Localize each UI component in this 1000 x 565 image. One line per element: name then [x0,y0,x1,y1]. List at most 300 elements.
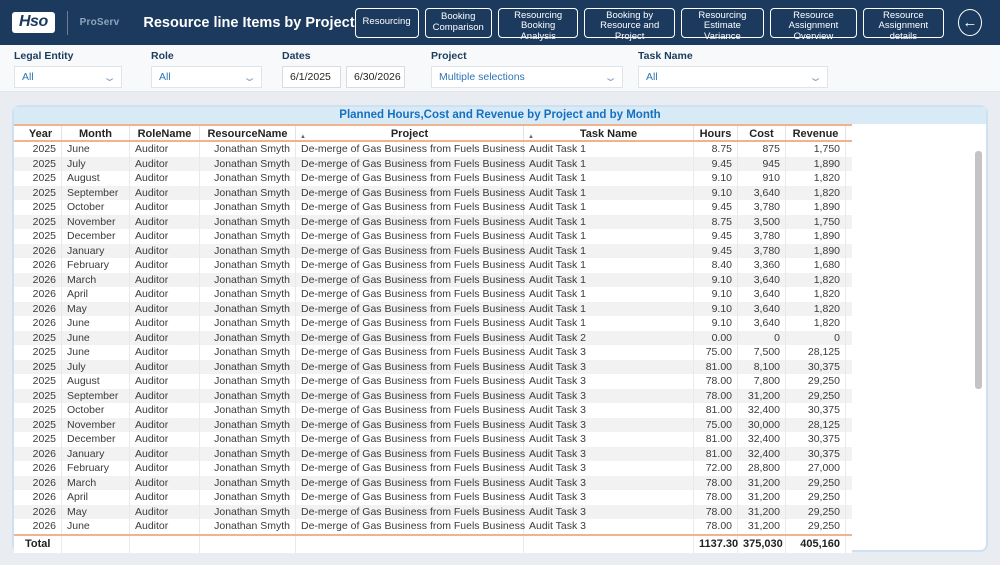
cell-task: Audit Task 3 [524,389,694,404]
column-header-resource[interactable] [200,126,296,140]
cell-role: Auditor [130,403,200,418]
column-header-label: Revenue [792,128,839,140]
table-row[interactable] [14,418,852,433]
cell-task: Audit Task 1 [524,302,694,317]
cell-month: June [62,331,130,346]
cell-resource: Jonathan Smyth [200,345,296,360]
cell-month: September [62,389,130,404]
column-header-label: RoleName [137,128,192,140]
date-end-input[interactable]: 6/30/2026 [346,66,405,88]
cell-revenue: 27,000 [786,461,846,476]
nav-button[interactable]: Resource Assignment details [863,8,944,38]
cell-cost: 3,640 [738,302,786,317]
cell-hours: 9.45 [694,157,738,172]
cell-task: Audit Task 1 [524,142,694,157]
cell-year: 2025 [20,374,62,389]
cell-cost: 7,500 [738,345,786,360]
cell-task: Audit Task 3 [524,447,694,462]
cell-month: June [62,519,130,534]
cell-hours: 81.00 [694,447,738,462]
total-task [524,536,694,553]
cell-revenue: 30,375 [786,432,846,447]
cell-revenue: 29,250 [786,374,846,389]
cell-month: September [62,186,130,201]
cell-project: De-merge of Gas Business from Fuels Business [296,316,524,331]
cell-role: Auditor [130,302,200,317]
cell-revenue: 1,890 [786,157,846,172]
cell-project: De-merge of Gas Business from Fuels Business [296,331,524,346]
cell-revenue: 1,890 [786,200,846,215]
cell-hours: 9.45 [694,244,738,259]
table-row[interactable] [14,461,852,476]
column-header-label: Year [28,128,53,140]
column-header-hours[interactable] [694,126,738,140]
cell-role: Auditor [130,505,200,520]
cell-revenue: 1,820 [786,287,846,302]
cell-year: 2026 [20,505,62,520]
date-start-input[interactable]: 6/1/2025 [282,66,341,88]
column-header-label: ResourceName [207,128,288,140]
cell-month: June [62,142,130,157]
cell-cost: 31,200 [738,519,786,534]
cell-project: De-merge of Gas Business from Fuels Business [296,403,524,418]
column-header-role[interactable] [130,126,200,140]
cell-month: August [62,171,130,186]
cell-cost: 28,800 [738,461,786,476]
cell-role: Auditor [130,345,200,360]
cell-revenue: 1,820 [786,186,846,201]
cell-year: 2026 [20,519,62,534]
cell-project: De-merge of Gas Business from Fuels Business [296,200,524,215]
cell-resource: Jonathan Smyth [200,302,296,317]
cell-task: Audit Task 3 [524,345,694,360]
cell-month: December [62,432,130,447]
cell-role: Auditor [130,157,200,172]
cell-cost: 8,100 [738,360,786,375]
cell-task: Audit Task 1 [524,200,694,215]
task-name-value: All [646,71,658,83]
cell-cost: 3,360 [738,258,786,273]
cell-hours: 75.00 [694,345,738,360]
cell-month: March [62,273,130,288]
cell-revenue: 29,250 [786,519,846,534]
cell-project: De-merge of Gas Business from Fuels Business [296,142,524,157]
cell-resource: Jonathan Smyth [200,461,296,476]
table-row[interactable] [14,403,852,418]
cell-year: 2025 [20,142,62,157]
cell-resource: Jonathan Smyth [200,490,296,505]
cell-year: 2026 [20,244,62,259]
cell-month: April [62,490,130,505]
table-row[interactable] [14,331,852,346]
cell-resource: Jonathan Smyth [200,476,296,491]
cell-project: De-merge of Gas Business from Fuels Business [296,374,524,389]
cell-cost: 3,640 [738,316,786,331]
cell-role: Auditor [130,389,200,404]
cell-cost: 32,400 [738,403,786,418]
cell-month: May [62,505,130,520]
table-row[interactable] [14,519,852,534]
cell-month: December [62,229,130,244]
cell-cost: 945 [738,157,786,172]
vertical-scrollbar[interactable] [975,151,982,389]
cell-resource: Jonathan Smyth [200,432,296,447]
cell-hours: 78.00 [694,389,738,404]
brand-divider [67,11,68,35]
legal-entity-label: Legal Entity [14,50,74,62]
cell-revenue: 30,375 [786,447,846,462]
cell-resource: Jonathan Smyth [200,229,296,244]
chevron-down-icon: ⌄ [102,71,117,84]
cell-cost: 3,640 [738,273,786,288]
cell-resource: Jonathan Smyth [200,331,296,346]
cell-project: De-merge of Gas Business from Fuels Business [296,461,524,476]
cell-task: Audit Task 1 [524,316,694,331]
table-row[interactable] [14,215,852,230]
app-header [0,0,1000,45]
cell-year: 2026 [20,258,62,273]
cell-resource: Jonathan Smyth [200,287,296,302]
cell-hours: 78.00 [694,490,738,505]
table-row[interactable] [14,171,852,186]
table-row[interactable] [14,374,852,389]
cell-revenue: 29,250 [786,476,846,491]
table-row[interactable] [14,142,852,157]
cell-year: 2025 [20,215,62,230]
cell-revenue: 1,890 [786,244,846,259]
cell-cost: 875 [738,142,786,157]
cell-resource: Jonathan Smyth [200,171,296,186]
cell-role: Auditor [130,244,200,259]
cell-month: July [62,360,130,375]
cell-role: Auditor [130,258,200,273]
cell-project: De-merge of Gas Business from Fuels Business [296,476,524,491]
cell-year: 2025 [20,360,62,375]
chevron-down-icon: ⌄ [808,71,823,84]
legal-entity-value: All [22,71,34,83]
cell-project: De-merge of Gas Business from Fuels Business [296,171,524,186]
table-total-row [14,534,852,553]
cell-cost: 910 [738,171,786,186]
total-cost: 375,030 [738,536,786,553]
total-hours: 1137.30 [694,536,738,553]
cell-role: Auditor [130,273,200,288]
task-name-dropdown[interactable] [638,66,828,88]
cell-hours: 9.45 [694,200,738,215]
column-header-year[interactable] [20,126,62,140]
cell-resource: Jonathan Smyth [200,186,296,201]
cell-year: 2026 [20,490,62,505]
cell-resource: Jonathan Smyth [200,316,296,331]
cell-hours: 8.75 [694,215,738,230]
cell-revenue: 30,375 [786,403,846,418]
cell-resource: Jonathan Smyth [200,519,296,534]
table-header-row [14,124,852,142]
project-value: Multiple selections [439,71,525,83]
cell-month: November [62,418,130,433]
nav-button[interactable]: Resourcing Booking Analysis [498,8,579,38]
cell-hours: 78.00 [694,519,738,534]
table-row[interactable] [14,432,852,447]
cell-cost: 30,000 [738,418,786,433]
cell-role: Auditor [130,215,200,230]
table-row[interactable] [14,360,852,375]
total-revenue: 405,160 [786,536,846,553]
cell-year: 2026 [20,447,62,462]
cell-role: Auditor [130,287,200,302]
sort-ascending-icon: ▲ [300,134,306,140]
cell-hours: 0.00 [694,331,738,346]
cell-task: Audit Task 3 [524,476,694,491]
cell-task: Audit Task 3 [524,461,694,476]
cell-hours: 81.00 [694,403,738,418]
cell-task: Audit Task 1 [524,258,694,273]
cell-year: 2026 [20,476,62,491]
cell-resource: Jonathan Smyth [200,360,296,375]
cell-task: Audit Task 3 [524,374,694,389]
total-label: Total [20,536,62,553]
table-row[interactable] [14,389,852,404]
task-name-label: Task Name [638,50,693,62]
cell-project: De-merge of Gas Business from Fuels Business [296,490,524,505]
cell-role: Auditor [130,418,200,433]
cell-hours: 78.00 [694,374,738,389]
cell-project: De-merge of Gas Business from Fuels Business [296,447,524,462]
cell-cost: 31,200 [738,505,786,520]
cell-revenue: 29,250 [786,490,846,505]
cell-project: De-merge of Gas Business from Fuels Business [296,229,524,244]
cell-project: De-merge of Gas Business from Fuels Business [296,258,524,273]
column-header-label: Project [390,128,429,140]
table-title: Planned Hours,Cost and Revenue by Project and by Month [14,107,986,124]
cell-project: De-merge of Gas Business from Fuels Business [296,418,524,433]
cell-resource: Jonathan Smyth [200,447,296,462]
project-label: Project [431,50,467,62]
cell-hours: 8.40 [694,258,738,273]
cell-cost: 3,640 [738,186,786,201]
column-header-project[interactable] [296,126,524,140]
cell-resource: Jonathan Smyth [200,273,296,288]
cell-year: 2026 [20,302,62,317]
filter-bar [0,45,1000,92]
cell-project: De-merge of Gas Business from Fuels Business [296,389,524,404]
table-visual [12,105,988,552]
column-header-task[interactable] [524,126,694,140]
cell-task: Audit Task 3 [524,490,694,505]
nav-button[interactable]: Resource Assignment Overview [770,8,857,38]
dates-label: Dates [282,50,311,62]
cell-year: 2026 [20,316,62,331]
column-header-label: Cost [749,128,774,140]
cell-month: March [62,476,130,491]
cell-role: Auditor [130,447,200,462]
table-row[interactable] [14,447,852,462]
cell-project: De-merge of Gas Business from Fuels Business [296,505,524,520]
cell-project: De-merge of Gas Business from Fuels Business [296,519,524,534]
cell-month: July [62,157,130,172]
chevron-down-icon: ⌄ [603,71,618,84]
cell-hours: 81.00 [694,360,738,375]
nav-button[interactable]: Resourcing Estimate Variance [681,8,764,38]
nav-buttons [355,8,944,43]
table-row[interactable] [14,157,852,172]
table-row[interactable] [14,476,852,491]
role-label: Role [151,50,174,62]
cell-revenue: 1,750 [786,142,846,157]
legal-entity-dropdown[interactable] [14,66,122,88]
cell-project: De-merge of Gas Business from Fuels Business [296,432,524,447]
cell-role: Auditor [130,432,200,447]
cell-hours: 78.00 [694,476,738,491]
cell-project: De-merge of Gas Business from Fuels Business [296,287,524,302]
cell-month: January [62,244,130,259]
cell-month: February [62,461,130,476]
cell-task: Audit Task 3 [524,360,694,375]
cell-cost: 3,500 [738,215,786,230]
total-resource [200,536,296,553]
cell-revenue: 1,820 [786,273,846,288]
cell-resource: Jonathan Smyth [200,505,296,520]
column-header-month[interactable] [62,126,130,140]
cell-cost: 31,200 [738,389,786,404]
report-canvas [0,92,1000,552]
nav-button[interactable]: Booking Comparison [425,8,492,38]
cell-hours: 9.10 [694,273,738,288]
cell-hours: 75.00 [694,418,738,433]
cell-task: Audit Task 1 [524,287,694,302]
cell-project: De-merge of Gas Business from Fuels Business [296,345,524,360]
cell-month: February [62,258,130,273]
sort-ascending-icon: ▲ [528,134,534,140]
cell-resource: Jonathan Smyth [200,244,296,259]
cell-hours: 9.10 [694,316,738,331]
cell-role: Auditor [130,331,200,346]
cell-task: Audit Task 1 [524,157,694,172]
cell-role: Auditor [130,360,200,375]
cell-cost: 0 [738,331,786,346]
table-row[interactable] [14,345,852,360]
cell-task: Audit Task 3 [524,519,694,534]
cell-year: 2025 [20,345,62,360]
cell-hours: 78.00 [694,505,738,520]
total-role [130,536,200,553]
cell-project: De-merge of Gas Business from Fuels Business [296,157,524,172]
cell-hours: 9.10 [694,287,738,302]
cell-task: Audit Task 1 [524,244,694,259]
cell-role: Auditor [130,374,200,389]
cell-month: January [62,447,130,462]
cell-cost: 3,780 [738,244,786,259]
cell-month: June [62,345,130,360]
column-header-revenue[interactable] [786,126,846,140]
role-dropdown[interactable] [151,66,262,88]
cell-resource: Jonathan Smyth [200,157,296,172]
cell-role: Auditor [130,171,200,186]
cell-cost: 3,640 [738,287,786,302]
cell-task: Audit Task 1 [524,273,694,288]
chevron-down-icon: ⌄ [242,71,257,84]
cell-role: Auditor [130,200,200,215]
table-row[interactable] [14,302,852,317]
cell-year: 2025 [20,389,62,404]
page-title: Resource line Items by Project [143,14,355,31]
cell-hours: 9.10 [694,186,738,201]
cell-task: Audit Task 3 [524,432,694,447]
table-row[interactable] [14,244,852,259]
cell-year: 2025 [20,432,62,447]
cell-project: De-merge of Gas Business from Fuels Business [296,302,524,317]
nav-button[interactable]: Booking by Resource and Project [584,8,674,38]
cell-project: De-merge of Gas Business from Fuels Business [296,273,524,288]
cell-year: 2026 [20,273,62,288]
cell-resource: Jonathan Smyth [200,389,296,404]
table-row[interactable] [14,505,852,520]
back-arrow-icon[interactable]: ← [958,9,982,36]
cell-year: 2025 [20,229,62,244]
table-row[interactable] [14,200,852,215]
cell-cost: 32,400 [738,432,786,447]
cell-cost: 3,780 [738,200,786,215]
cell-resource: Jonathan Smyth [200,215,296,230]
cell-role: Auditor [130,229,200,244]
cell-task: Audit Task 3 [524,403,694,418]
cell-role: Auditor [130,142,200,157]
cell-resource: Jonathan Smyth [200,403,296,418]
cell-revenue: 1,890 [786,229,846,244]
table-row[interactable] [14,490,852,505]
cell-year: 2026 [20,287,62,302]
cell-task: Audit Task 2 [524,331,694,346]
cell-task: Audit Task 1 [524,171,694,186]
nav-button[interactable]: Resourcing [355,8,419,38]
table-row[interactable] [14,258,852,273]
column-header-label: Month [79,128,112,140]
cell-cost: 3,780 [738,229,786,244]
cell-year: 2025 [20,200,62,215]
cell-revenue: 28,125 [786,418,846,433]
column-header-cost[interactable] [738,126,786,140]
project-dropdown[interactable] [431,66,623,88]
cell-month: August [62,374,130,389]
cell-hours: 8.75 [694,142,738,157]
cell-role: Auditor [130,316,200,331]
cell-project: De-merge of Gas Business from Fuels Business [296,244,524,259]
cell-role: Auditor [130,186,200,201]
cell-cost: 31,200 [738,476,786,491]
table-row[interactable] [14,273,852,288]
cell-revenue: 29,250 [786,389,846,404]
cell-task: Audit Task 1 [524,186,694,201]
cell-revenue: 1,680 [786,258,846,273]
cell-month: November [62,215,130,230]
table-row[interactable] [14,229,852,244]
cell-hours: 9.10 [694,302,738,317]
cell-revenue: 1,820 [786,316,846,331]
cell-project: De-merge of Gas Business from Fuels Business [296,186,524,201]
cell-revenue: 30,375 [786,360,846,375]
cell-task: Audit Task 3 [524,505,694,520]
column-header-label: Task Name [579,128,638,140]
cell-year: 2025 [20,186,62,201]
cell-task: Audit Task 1 [524,229,694,244]
cell-project: De-merge of Gas Business from Fuels Business [296,360,524,375]
total-project [296,536,524,553]
table-row[interactable] [14,316,852,331]
table-row[interactable] [14,287,852,302]
table-row[interactable] [14,186,852,201]
cell-role: Auditor [130,476,200,491]
cell-hours: 9.10 [694,171,738,186]
